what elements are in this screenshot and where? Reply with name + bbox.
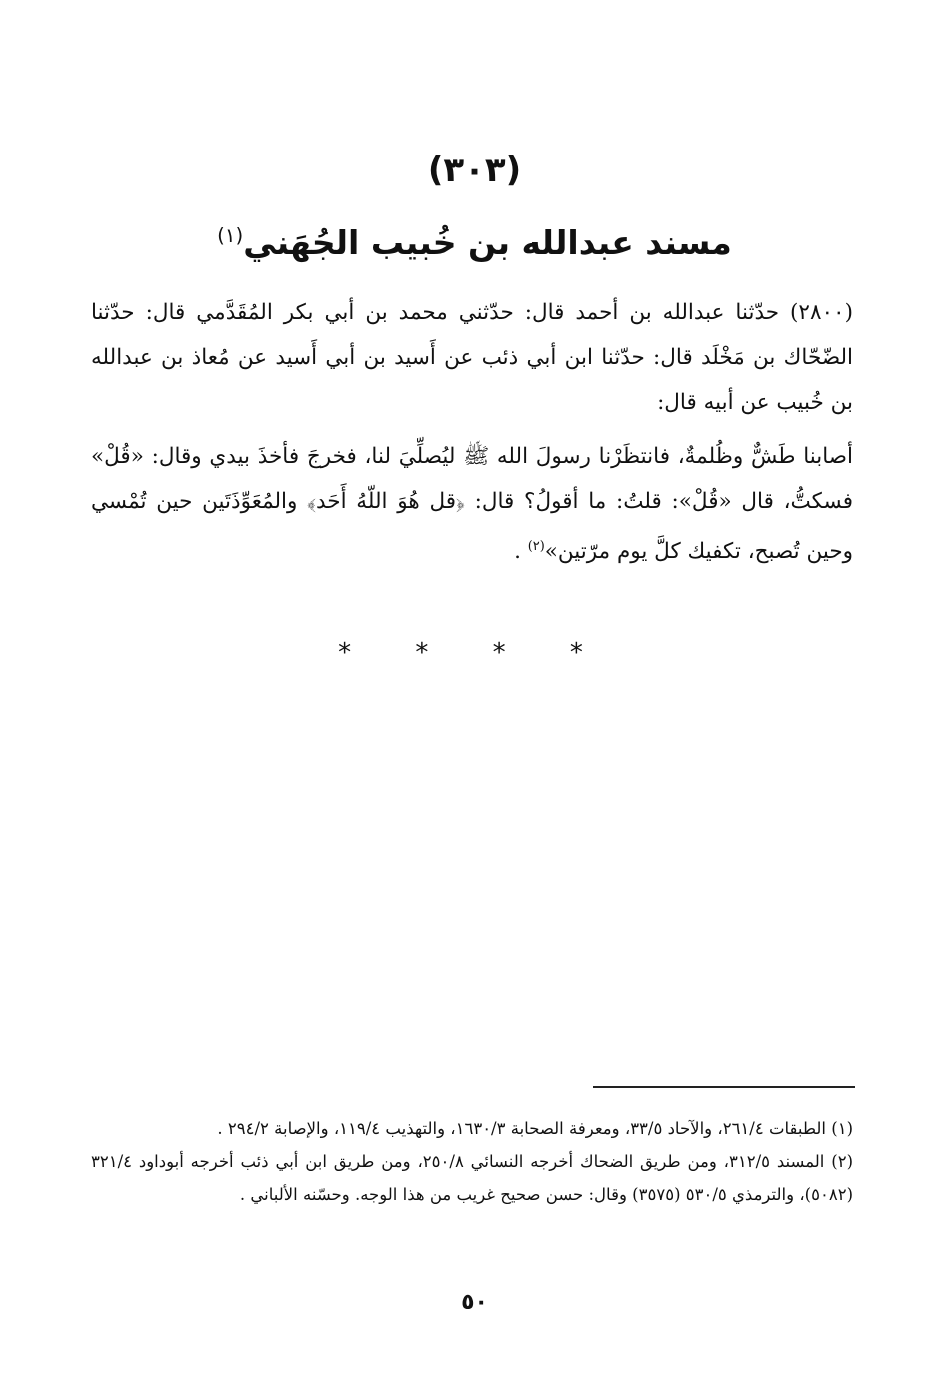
hadith-isnad-paragraph: (٢٨٠٠) حدّثنا عبدالله بن أحمد قال: حدّثني محمد بن أبي بكر المُقَدَّمي قال: حدّثنا الضّحّاك بن مَخْلَد قال: حدّثنا ابن أبي ذئب عن أَسيد بن أبي أَسيد عن مُعاذ بن عبدالله بن خُبيب عن أبيه قال: — [91, 300, 853, 415]
hadith-matn-paragraph — [91, 434, 853, 574]
page-number: ٥٠ — [461, 1290, 488, 1315]
section-separator: * * * * — [338, 638, 611, 668]
hadith-footnote-ref: (٢) — [527, 539, 545, 554]
footnote-divider — [593, 1086, 855, 1088]
section-number: (٣٠٣) — [427, 150, 522, 190]
section-title-footnote-ref: (١) — [217, 224, 244, 247]
footnote-1: (١) الطبقات ٢٦١/٤، والآحاد ٣٣/٥، ومعرفة الصحابة ١٦٣٠/٣، والتهذيب ١١٩/٤، والإصابة ٢٩٤/٢ . — [217, 1119, 853, 1138]
hadith-matn-text: أصابنا طَشٌّ وظُلمةٌ، فانتظَرْنا رسولَ الله ﷺ ليُصلِّيَ لنا، فخرجَ فأخذَ بيدي وقال: «قُلْ» فسكتُّ، قال «قُلْ»: قلتُ: ما أقولُ؟ قال: ﴿قل هُوَ اللّهُ أَحَد﴾ والمُعَوِّذَتَين حين تُمْسي وحين تُصبح، تكفيك كلَّ يوم مرّتين» — [91, 444, 853, 565]
section-title — [0, 212, 949, 267]
hadith-matn-end: . — [514, 539, 528, 565]
section-title-text: مسند عبدالله بن خُبيب الجُهَني — [243, 223, 732, 262]
footnote-2: (٢) المسند ٣١٢/٥، ومن طريق الضحاك أخرجه النسائي ٢٥٠/٨، ومن طريق ابن أبي ذئب أخرجه أبوداود ٣٢١/٤ (٥٠٨٢)، والترمذي ٥٣٠/٥ (٣٥٧٥) وقال: حسن صحيح غريب من هذا الوجه. وحسّنه الألباني . — [91, 1152, 853, 1204]
footnotes — [91, 1112, 853, 1211]
